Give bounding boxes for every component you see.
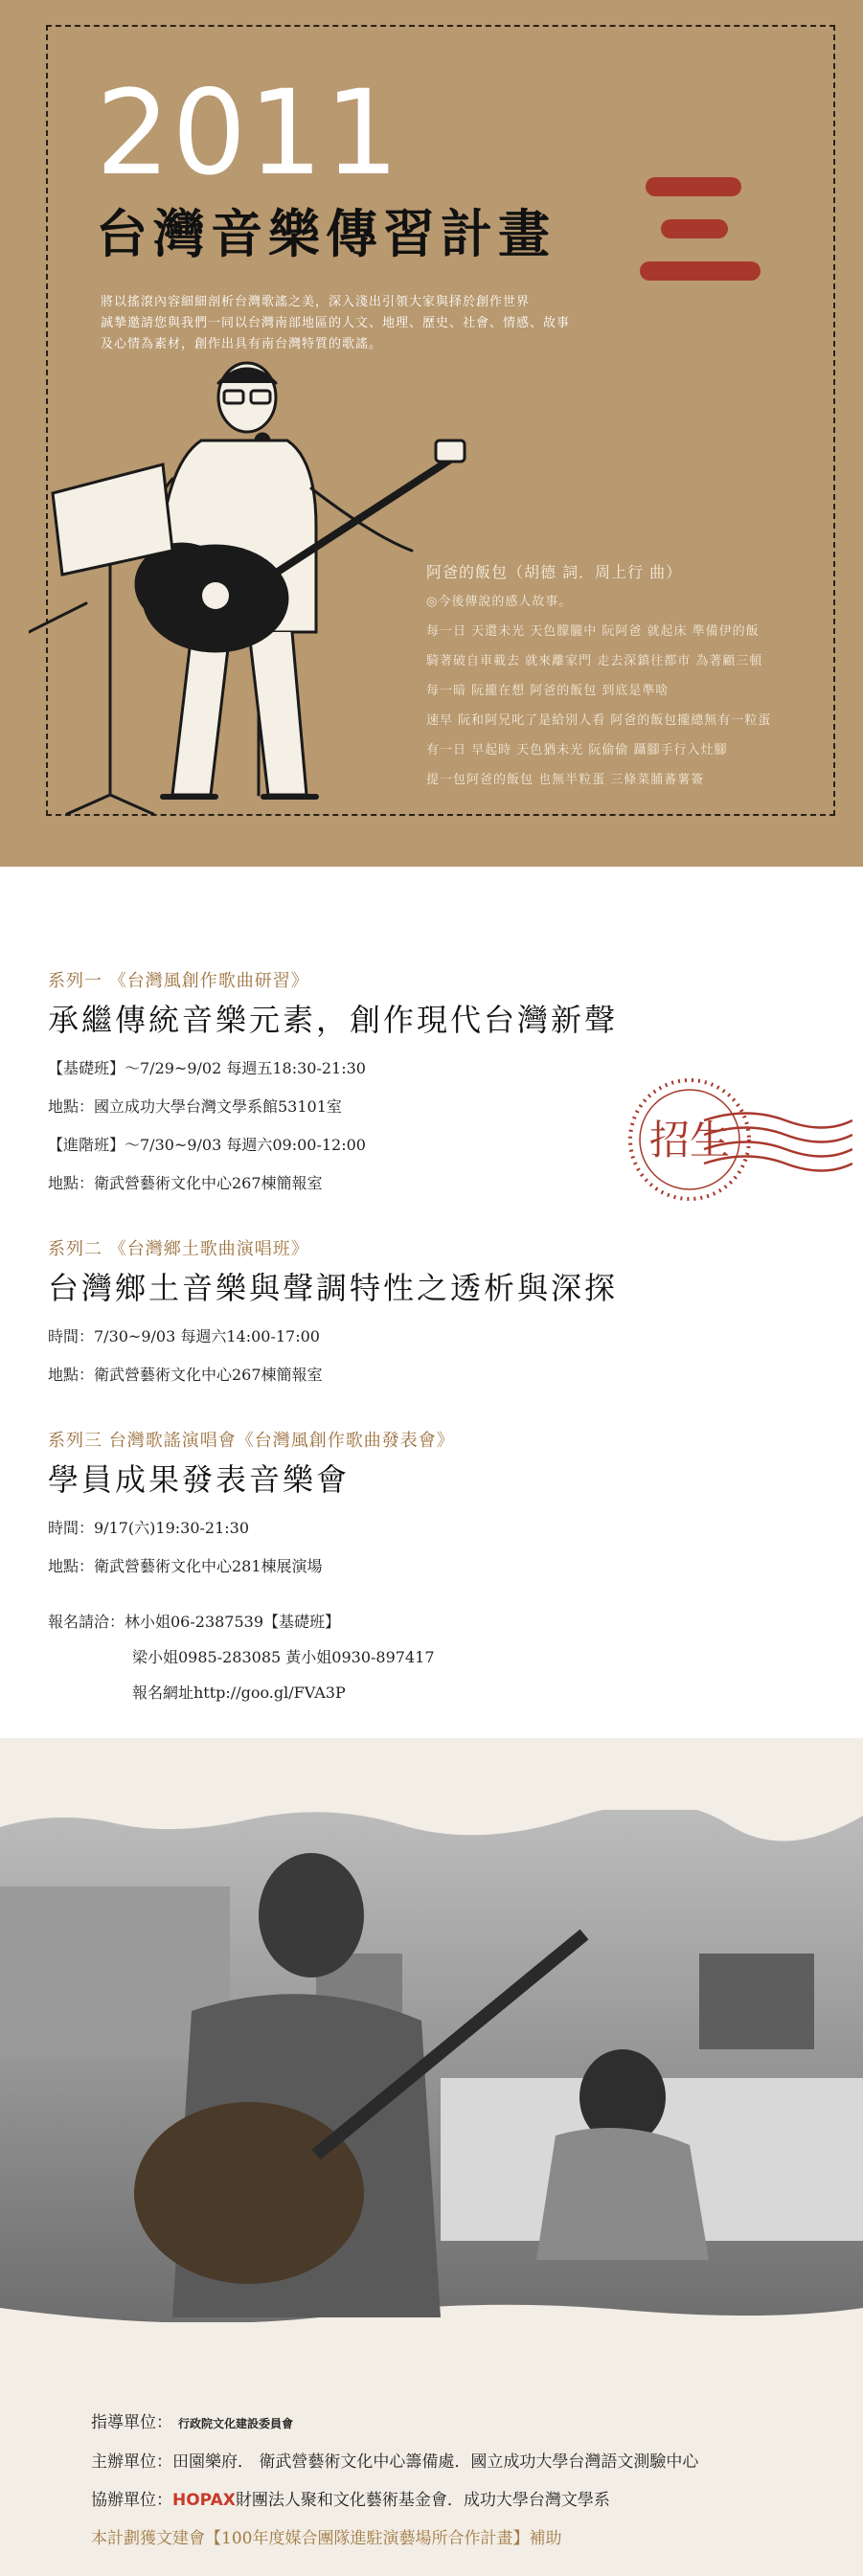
registration-url: 報名網址http://goo.gl/FVA3P xyxy=(132,1683,346,1702)
series-2 xyxy=(48,1235,618,1394)
series-1 xyxy=(48,967,618,1203)
guide-label: 指導單位： xyxy=(91,2413,172,2432)
series-row: 【基礎班】～7/29~9/02 每週五18:30-21:30 xyxy=(48,1059,366,1077)
lyric-line: 提一包阿爸的飯包 也無半粒蛋 三條菜脯蕃薯簽 xyxy=(426,773,705,787)
poster-year: 2011 xyxy=(96,65,401,201)
series-label: 系列二 《台灣鄉土歌曲演唱班》 xyxy=(48,1239,309,1259)
guide-unit xyxy=(91,2404,698,2443)
contact-line: 梁小姐0985-283085 黃小姐0930-897417 xyxy=(132,1648,435,1666)
lyric-line: 每一暗 阮攏在想 阿爸的飯包 到底是準啥 xyxy=(426,684,670,698)
poster-banner xyxy=(0,0,863,867)
footer-credits xyxy=(91,2404,698,2558)
chinese-three-mark xyxy=(640,177,761,284)
co-host-unit xyxy=(91,2481,698,2520)
series-row: 時間：7/30~9/03 每週六14:00-17:00 xyxy=(48,1327,320,1345)
class-photo xyxy=(0,1810,863,2322)
lyric-title: 阿爸的飯包（胡德 詞．周上行 曲） xyxy=(426,563,683,581)
series-label: 系列一 《台灣風創作歌曲研習》 xyxy=(48,971,309,991)
series-headline: 台灣鄉土音樂與聲調特性之透析與深探 xyxy=(48,1270,619,1306)
host-unit: 主辦單位：田園樂府． 衛武營藝術文化中心籌備處．國立成功大學台灣語文測驗中心 xyxy=(91,2452,699,2472)
enrollment-stamp xyxy=(613,1063,852,1216)
series-row: 地點：衛武營藝術文化中心281棟展演場 xyxy=(48,1557,323,1575)
grant-note: 本計劃獲文建會【100年度媒合團隊進駐演藝場所合作計畫】補助 xyxy=(91,2528,562,2548)
series-label: 系列三 台灣歌謠演唱會《台灣風創作歌曲發表會》 xyxy=(48,1431,455,1451)
lyric-line: 有一日 早起時 天色猶未光 阮偷偷 躡腳手行入灶腳 xyxy=(426,743,728,757)
series-3 xyxy=(48,1427,455,1586)
co-label: 協辦單位： xyxy=(91,2490,172,2510)
lyric-line: 速早 阮和阿兄叱了是給別人看 阿爸的飯包攏總無有一粒蛋 xyxy=(426,713,772,728)
poster-title: 台灣音樂傳習計畫 xyxy=(96,204,556,264)
series-headline: 承繼傳統音樂元素，創作現代台灣新聲 xyxy=(48,1002,619,1038)
intro-line: 及心情為素材，創作出具有南台灣特質的歌謠。 xyxy=(101,337,383,351)
intro-line: 誠摯邀請您與我們一同以台灣南部地區的人文、地理、歷史、社會、情感、故事 xyxy=(101,316,571,330)
hopax-logo: HOPAX xyxy=(172,2490,236,2510)
series-row: 時間：9/17(六)19:30-21:30 xyxy=(48,1519,250,1537)
stamp-text: 招生 xyxy=(648,1117,731,1164)
series-row: 地點：衛武營藝術文化中心267棟簡報室 xyxy=(48,1174,323,1192)
lyric-line: ◎今後傳說的感人故事。 xyxy=(426,595,573,609)
intro-line: 將以搖滾內容細細剖析台灣歌謠之美，深入淺出引領大家與择於創作世界 xyxy=(101,295,531,309)
lyric-line: 騎著破自車載去 就來離家門 走去深鎮往都市 為著顧三頓 xyxy=(426,654,763,668)
series-row: 地點：國立成功大學台灣文學系館53101室 xyxy=(48,1097,342,1116)
song-lyrics xyxy=(426,557,809,795)
series-row: 地點：衛武營藝術文化中心267棟簡報室 xyxy=(48,1366,323,1384)
series-row: 【進階班】～7/30~9/03 每週六09:00-12:00 xyxy=(48,1136,366,1154)
series-headline: 學員成果發表音樂會 xyxy=(48,1461,351,1498)
contact-line: 報名請洽：林小姐06-2387539【基礎班】 xyxy=(48,1613,341,1631)
lyric-line: 每一日 天還未光 天色朦朧中 阮阿爸 就起床 準備伊的飯 xyxy=(426,624,760,639)
co-orgs: 財團法人聚和文化藝術基金會．成功大學台灣文學系 xyxy=(235,2490,610,2510)
guide-org-logo: 行政院文化建設委員會 xyxy=(178,2416,294,2430)
contact-info xyxy=(48,1604,435,1710)
